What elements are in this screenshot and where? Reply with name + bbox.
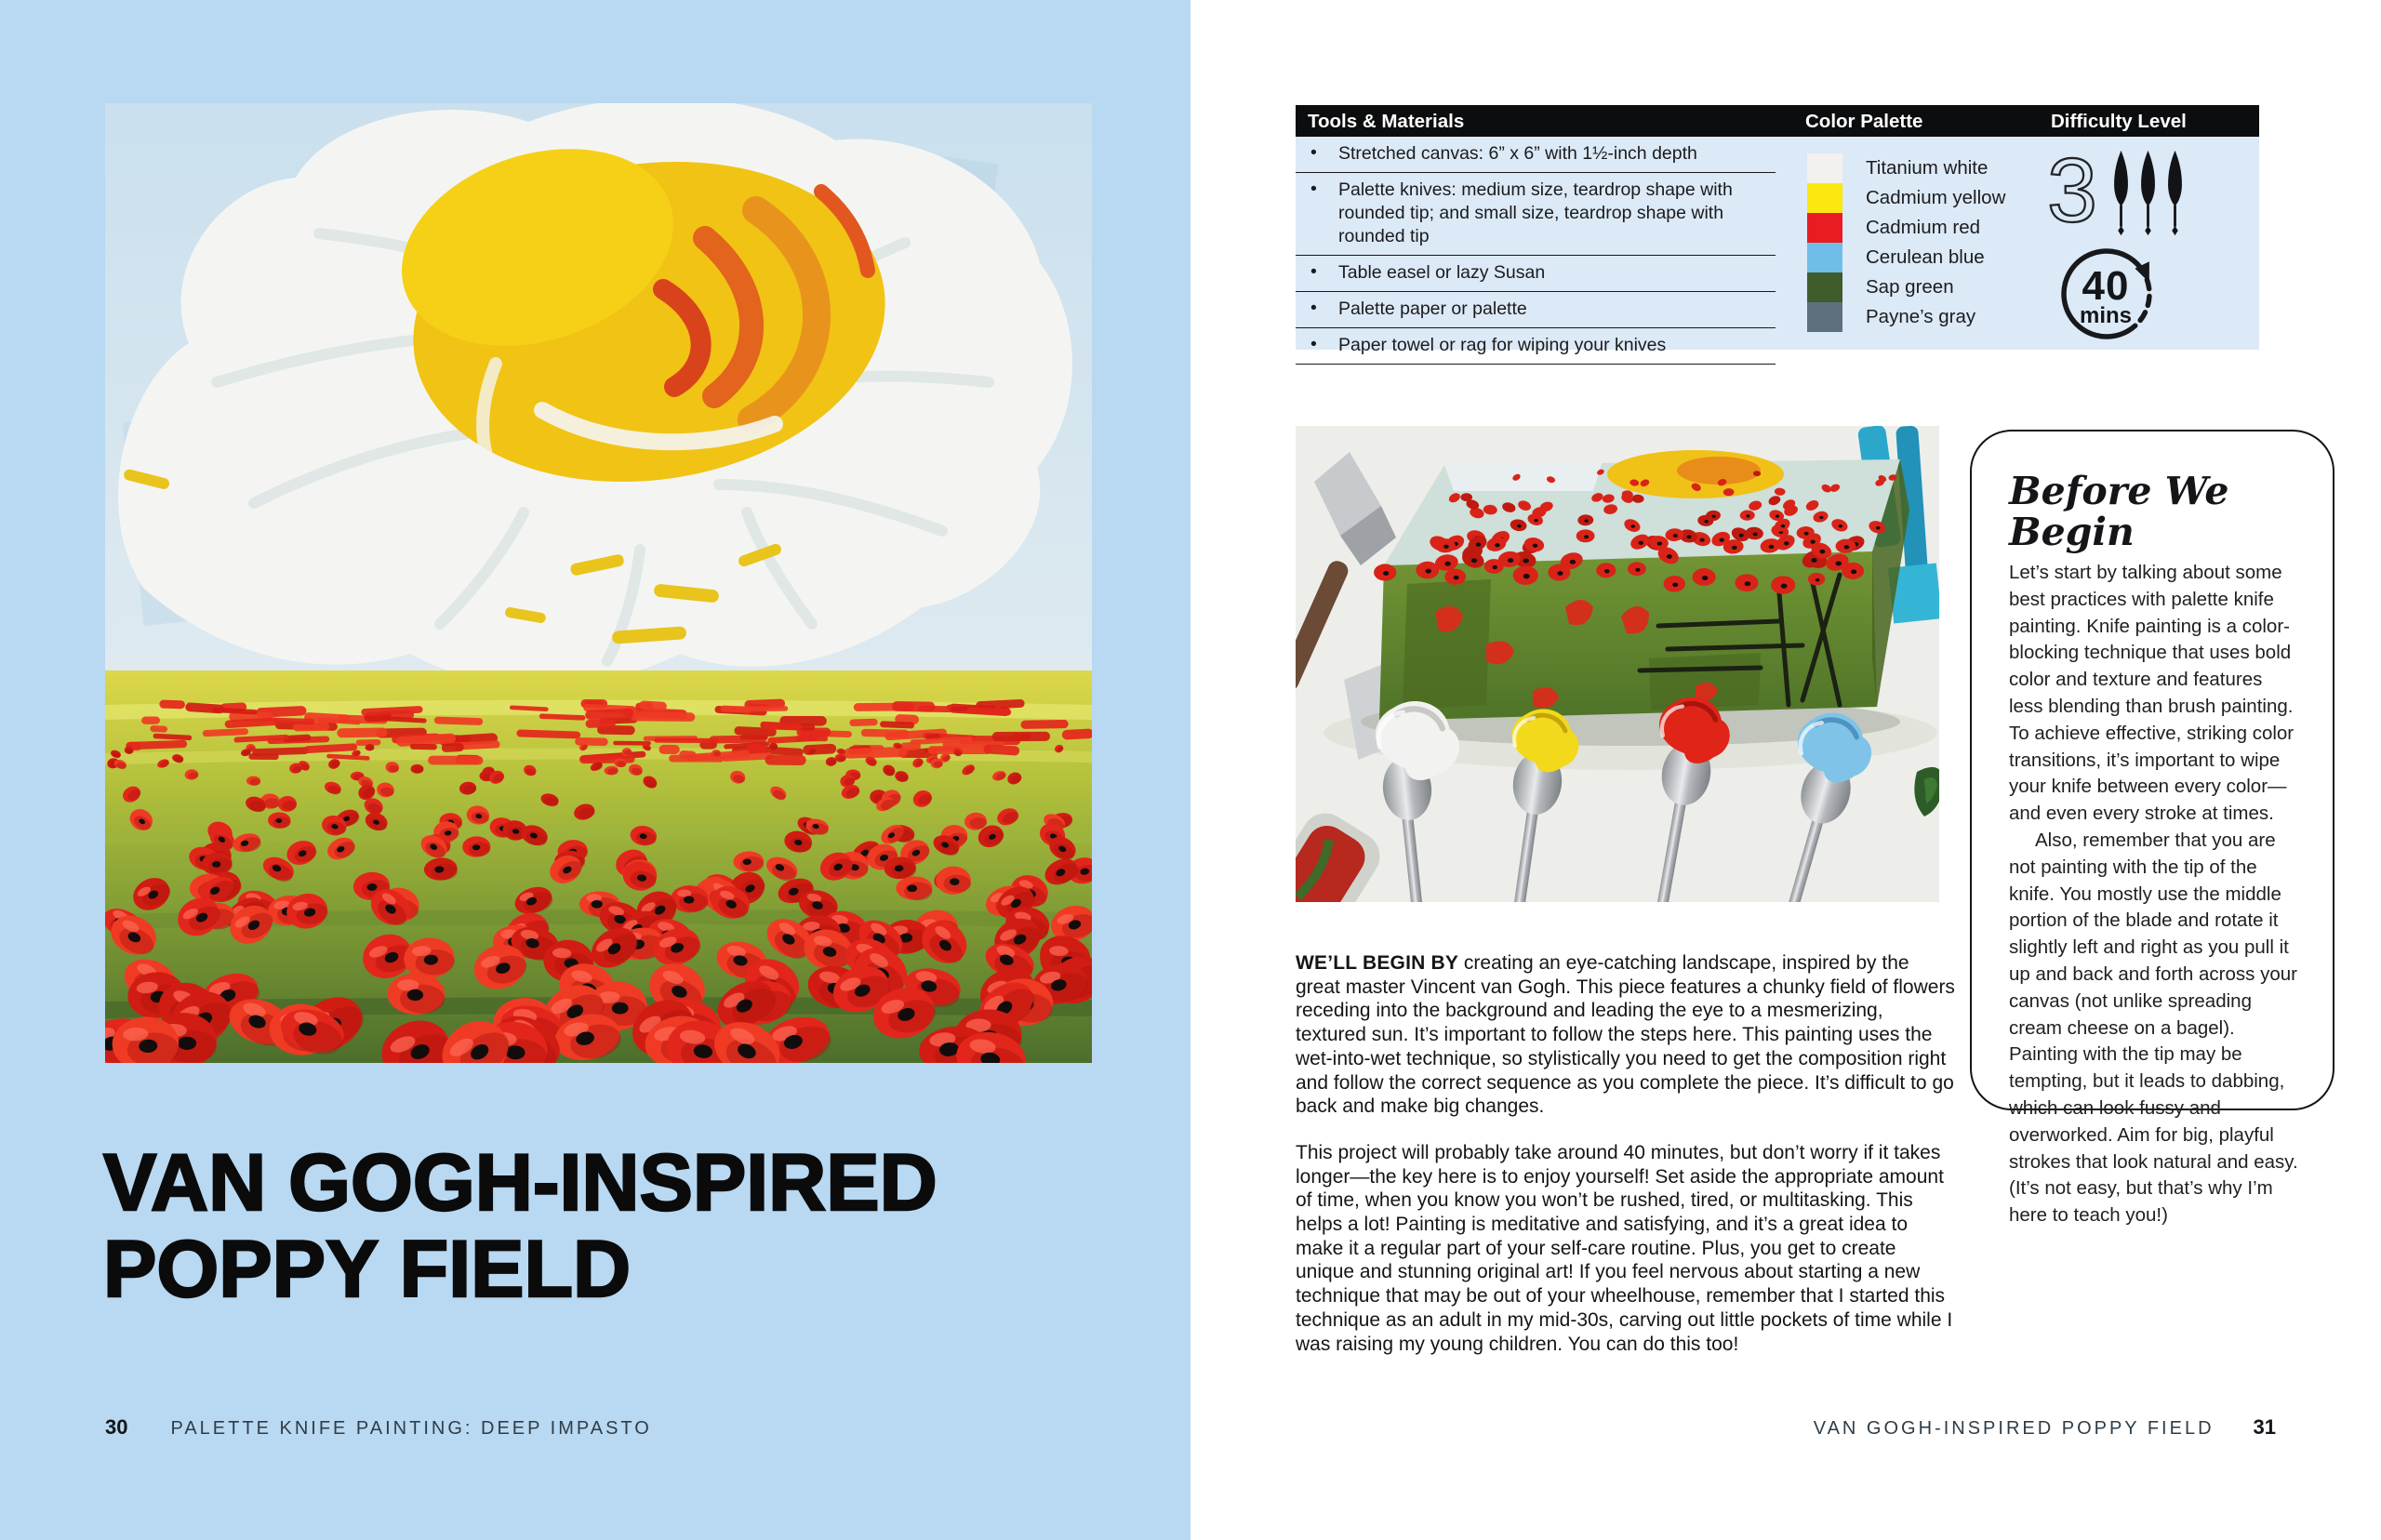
color-swatch: [1807, 272, 1842, 302]
before-we-begin-title: Before We Begin: [2009, 469, 2229, 554]
before-we-begin-para1: Let’s start by talking about some best practices with palette knife painting. Knife painting is a color-blocking technique that uses bold color and texture and features less blending than brush painting. To achieve effective, striking color transitions, it’s important to wipe your knife between every color—and even every stroke at times.: [2009, 562, 2295, 825]
page-title-line2: POPPY FIELD: [103, 1225, 632, 1314]
difficulty-level-header: Difficulty Level: [2051, 111, 2187, 132]
color-name: Sap green: [1866, 276, 1954, 298]
bullet-icon: •: [1310, 142, 1317, 163]
painted-canvas-illustration: [1361, 450, 1909, 746]
color-swatch: [1807, 183, 1842, 213]
lead-in: WE’LL BEGIN BY: [1296, 952, 1459, 974]
color-swatch: [1807, 302, 1842, 332]
photo-poppy: [1374, 564, 1396, 580]
body-copy: [1296, 951, 1958, 1356]
left-footer: [105, 1415, 652, 1440]
palette-knife-icon: [2136, 150, 2160, 236]
tool-item-text: Paper towel or rag for wiping your knives: [1338, 335, 1667, 355]
photo-poppy: [1842, 563, 1864, 579]
tool-item: [1296, 256, 1776, 292]
work-in-progress-photo: [1296, 426, 1939, 902]
photo-poppy: [1808, 573, 1825, 586]
page-title-line1: VAN GOGH-INSPIRED: [103, 1138, 938, 1228]
color-name: Cadmium red: [1866, 217, 1981, 238]
photo-poppy: [1664, 576, 1685, 592]
palette-row: [1807, 213, 2005, 243]
color-name: Titanium white: [1866, 157, 1989, 179]
info-box-header: [1296, 105, 2259, 137]
before-we-begin-para2: Also, remember that you are not painting with the tip of the knife. You mostly use the middle portion of the blade and rotate it slightly left and right as you pull it up and back and forth across your canvas (not unlike spreading cream cheese on a bagel). Painting with the tip may be tempting, but it leads to dabbing, which can look fussy and overworked. Aim for big, playful strokes that look natural and easy. (It’s not easy, but that’s why I’m here to teach you!): [2009, 829, 2298, 1227]
palette-row: [1807, 243, 2005, 272]
time-badge-text: [2053, 263, 2159, 328]
difficulty-knife-icons: [2106, 150, 2187, 236]
color-swatch: [1807, 153, 1842, 183]
color-palette-header: Color Palette: [1805, 111, 1923, 132]
right-footer: [1814, 1415, 2276, 1440]
photo-poppy: [1484, 559, 1504, 574]
book-title: PALETTE KNIFE PAINTING: DEEP IMPASTO: [170, 1418, 652, 1439]
tool-item: [1296, 173, 1776, 256]
photo-poppy: [1416, 562, 1439, 579]
tools-list: [1296, 137, 1776, 365]
palette-row: [1807, 153, 2005, 183]
time-unit: mins: [2079, 303, 2132, 328]
time-badge: [2053, 243, 2166, 347]
body-paragraph-2: This project will probably take around 40 minutes, but don’t worry if it takes longer—the key here is to enjoy yourself! Set aside the appropriate amount of time, when you know you won’t be rushed, tired, or multitasking. This helps a lot! Painting is meditative and satisfying, and it’s a great idea to make it a regular part of your self-care routine. Plus, you get to create unique and stunning original art! If you feel nervous about starting a new technique that may be out of your wheelhouse, remember that I started this technique as an adult in my mid-30s, carving out little pockets of time while I was raising my young children. You can do this too!: [1296, 1141, 1953, 1355]
tool-item: [1296, 292, 1776, 328]
photo-poppy: [1596, 563, 1616, 578]
bullet-icon: •: [1310, 261, 1317, 282]
difficulty-number: 3: [2047, 139, 2097, 241]
tool-item: [1296, 328, 1776, 365]
photo-poppy: [1548, 564, 1570, 581]
poppy-blob: [936, 867, 971, 895]
tools-materials-box: [1296, 105, 2259, 355]
color-name: Payne’s gray: [1866, 306, 1976, 327]
bullet-icon: •: [1310, 179, 1317, 199]
photo-poppy: [1513, 565, 1538, 584]
palette-knife-icon: [2163, 150, 2187, 236]
color-palette-list: [1807, 153, 2005, 332]
body-paragraph-1-rest: creating an eye-catching landscape, inspired by the great master Vincent van Gogh. This piece features a chunky field of flowers receding into the background and leading the eye to a mesmerizing, textured sun. It’s important to follow the steps here. This painting uses the wet-into-wet technique, so stylistically you need to get the composition right and follow the correct sequence as you complete the piece. It’s difficult to go back and make big changes.: [1296, 952, 1955, 1118]
palette-row: [1807, 272, 2005, 302]
photo-poppy: [1693, 568, 1716, 586]
tool-item-text: Palette knives: medium size, teardrop shape with rounded tip; and small size, teardrop shape with rounded tip: [1338, 179, 1733, 246]
photo-poppy: [1735, 574, 1758, 591]
photo-poppy: [1444, 569, 1466, 585]
page-title: [103, 1140, 938, 1313]
body-paragraph-1: [1296, 951, 1958, 1119]
bullet-icon: •: [1310, 334, 1317, 354]
chapter-title: VAN GOGH-INSPIRED POPPY FIELD: [1813, 1418, 2215, 1439]
photo-poppy: [1628, 562, 1646, 576]
difficulty-rating: [2045, 139, 2255, 241]
palette-knife-icon: [2109, 150, 2133, 236]
tool-item-text: Stretched canvas: 6” x 6” with 1½-inch depth: [1338, 143, 1697, 164]
tool-item-text: Table easel or lazy Susan: [1338, 262, 1546, 283]
bullet-icon: •: [1310, 298, 1317, 318]
color-name: Cadmium yellow: [1866, 187, 2006, 208]
left-page: [0, 0, 1190, 1540]
palette-row: [1807, 302, 2005, 332]
color-swatch: [1807, 243, 1842, 272]
tool-item: [1296, 137, 1776, 173]
info-box-body: [1296, 137, 2259, 355]
color-name: Cerulean blue: [1866, 246, 1985, 268]
color-swatch: [1807, 213, 1842, 243]
photo-poppy: [1771, 576, 1795, 594]
before-we-begin-box: [1970, 430, 2334, 1227]
poppy-field-painting: [105, 103, 1092, 1063]
tools-materials-header: Tools & Materials: [1308, 111, 1465, 132]
difficulty-column: [2045, 139, 2255, 347]
right-page-number: 31: [2253, 1415, 2276, 1439]
tool-item-text: Palette paper or palette: [1338, 299, 1527, 319]
photo-poppy: [1576, 529, 1595, 542]
time-value: 40: [2082, 263, 2130, 309]
palette-row: [1807, 183, 2005, 213]
poppy-blob: [387, 973, 445, 1014]
photo-poppy: [1435, 538, 1456, 552]
left-page-number: 30: [105, 1415, 128, 1439]
